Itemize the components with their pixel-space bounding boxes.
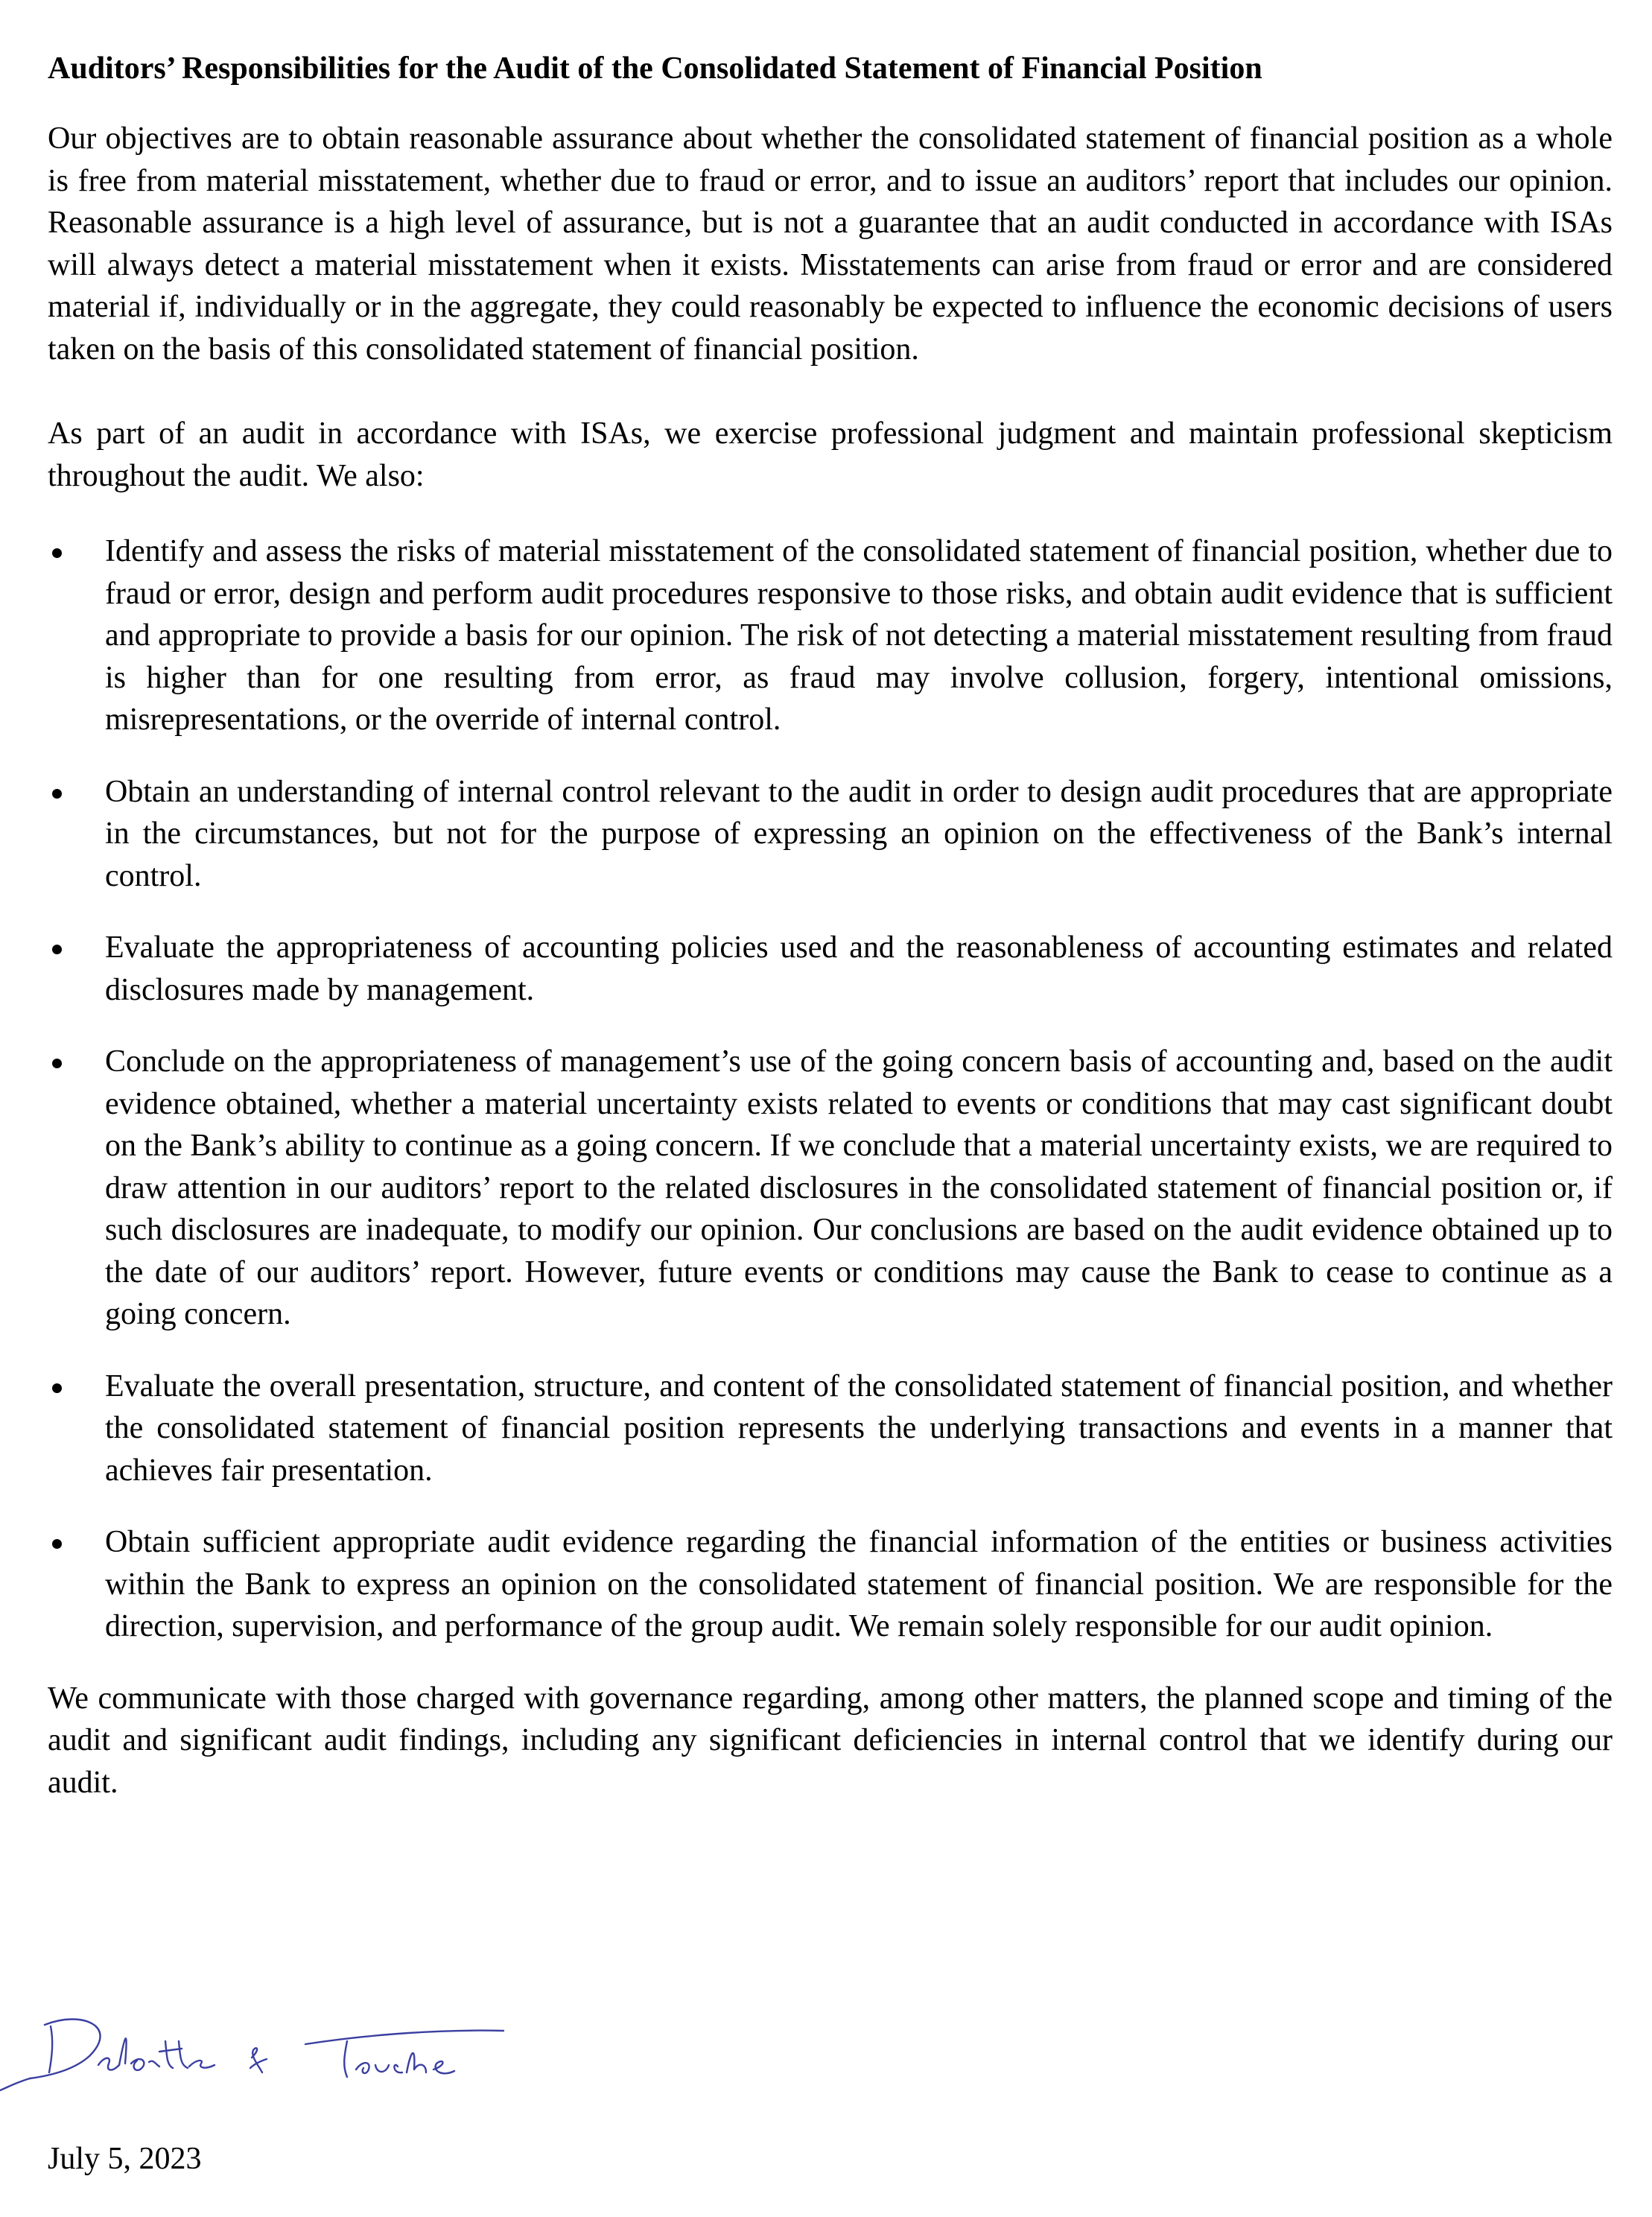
list-item <box>48 927 1613 1011</box>
bullet-icon <box>52 1059 62 1068</box>
list-item <box>48 1041 1613 1336</box>
list-item-text: Evaluate the overall presentation, structure, and content of the consolidated statement of financial position, and whether the consolidated statement of financial position represents the underlying transactions and events in a manner that achieves fair presentation. <box>105 1368 1613 1488</box>
bullet-icon <box>52 548 62 558</box>
signature-strokes <box>0 2019 503 2090</box>
signature-text: Deloitte & Touche <box>229 2084 307 2093</box>
signature-image <box>0 2004 536 2093</box>
bullet-icon <box>52 789 62 799</box>
bullet-icon <box>52 945 62 954</box>
list-item <box>48 1366 1613 1492</box>
list-item <box>48 1521 1613 1648</box>
list-item <box>48 771 1613 898</box>
list-item <box>48 530 1613 741</box>
list-item-text: Obtain sufficient appropriate audit evidence regarding the financial information of the entities or business activities within the Bank to express an opinion on the consolidated statement of financial position. We are responsible for the direction, supervision, and performance of the group audit. We remain solely responsible for our audit opinion. <box>105 1525 1613 1643</box>
audit-approach-paragraph: As part of an audit in accordance with ISAs, we exercise professional judgment and maintain professional skepticism throughout the audit. We also: <box>48 416 1613 493</box>
responsibilities-list <box>48 530 1613 1648</box>
list-item-text: Conclude on the appropriateness of management’s use of the going concern basis of accounting and, based on the audit evidence obtained, whether a material uncertainty exists related to events or conditions that may cast significant doubt on the Bank’s ability to continue as a going concern. If we conclude that a material uncertainty exists, we are required to draw attention in our auditors’ report to the related disclosures in the consolidated statement of financial position or, if such disclosures are inadequate, to modify our opinion. Our conclusions are based on the audit evidence obtained up to the date of our auditors’ report. However, future events or conditions may cause the Bank to cease to continue as a going concern. <box>105 1044 1613 1331</box>
list-item-text: Obtain an understanding of internal control relevant to the audit in order to design audit procedures that are appropriate in the circumstances, but not for the purpose of expressing an opinion on the effectiveness of the Bank’s internal control. <box>105 774 1613 893</box>
objectives-paragraph: Our objectives are to obtain reasonable assurance about whether the consolidated statement of financial position as a whole is free from material misstatement, whether due to fraud or error, and to issue an auditors’ report that includes our opinion. Reasonable assurance is a high level of assurance, but is not a guarantee that an audit conducted in accordance with ISAs will always detect a material misstatement when it exists. Misstatements can arise from fraud or error and are considered material if, individually or in the aggregate, they could reasonably be expected to influence the economic decisions of users taken on the basis of this consolidated statement of financial position. <box>48 121 1613 367</box>
list-item-text: Evaluate the appropriateness of accounting policies used and the reasonableness of accounting estimates and related disclosures made by management. <box>105 930 1613 1007</box>
section-heading: Auditors’ Responsibilities for the Audit of the Consolidated Statement of Financial Position <box>48 51 1262 86</box>
bullet-icon <box>52 1383 62 1393</box>
document-body <box>48 49 1613 1804</box>
list-item-text: Identify and assess the risks of material misstatement of the consolidated statement of financial position, whether due to fraud or error, design and perform audit procedures responsive to those risks, and obtain audit evidence that is sufficient and appropriate to provide a basis for our opinion. The risk of not detecting a material misstatement resulting from fraud is higher than for one resulting from error, as fraud may involve collusion, forgery, intentional omissions, misrepresentations, or the override of internal control. <box>105 534 1613 737</box>
report-date: July 5, 2023 <box>48 2142 202 2176</box>
governance-paragraph: We communicate with those charged with governance regarding, among other matters, the planned scope and timing of the audit and significant audit findings, including any significant deficiencies in internal control that we identify during our audit. <box>48 1681 1613 1800</box>
bullet-icon <box>52 1539 62 1549</box>
